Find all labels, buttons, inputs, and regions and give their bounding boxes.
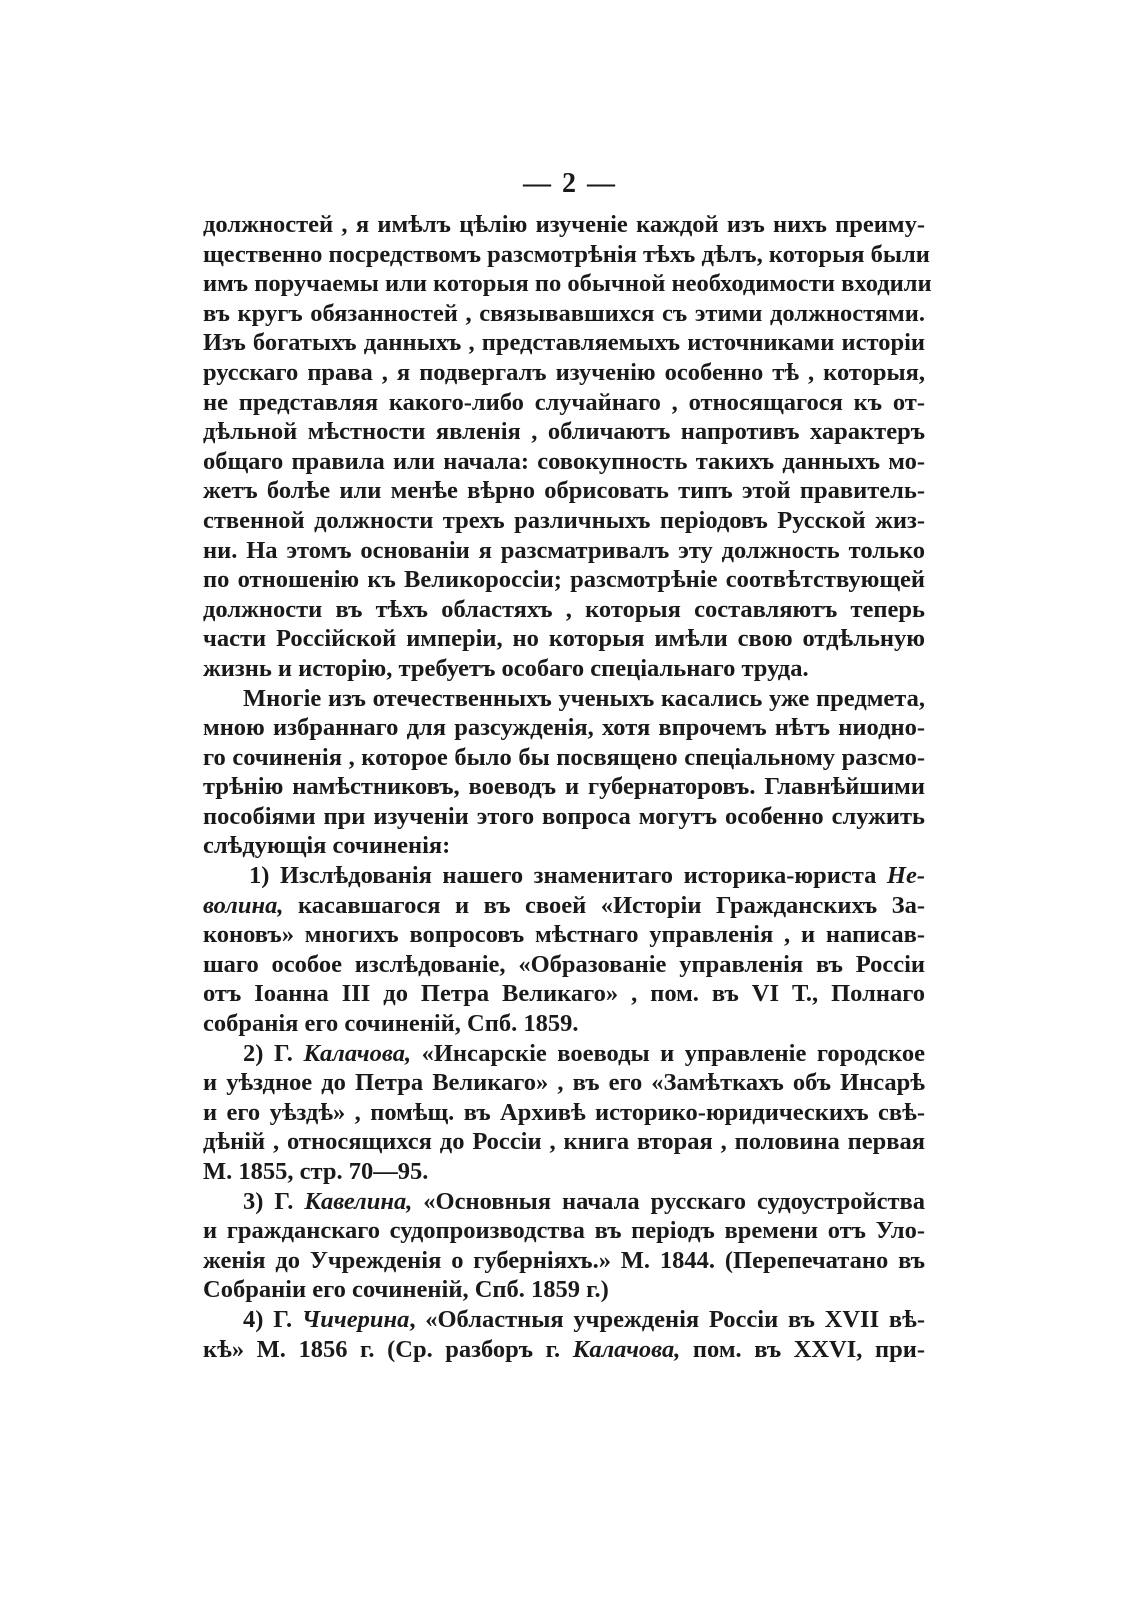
text-segment: пом. въ XXVI, при- <box>680 1335 926 1363</box>
text-line: не представляя какого-либо случайнаго , относящагося къ от- <box>203 388 925 416</box>
text-segment: 3) Г. <box>243 1187 305 1215</box>
text-line: трѣнію намѣстниковъ, воеводъ и губернаторовъ. Главнѣйшими <box>203 773 925 801</box>
list-item-1-line: отъ Іоанна III до Петра Великаго» , пом. въ VI Т., Полнаго <box>203 980 925 1008</box>
text-line: дѣльной мѣстности явленія , обличаютъ напротивъ характеръ <box>203 418 925 446</box>
list-item-3-line <box>203 1187 925 1217</box>
author-name: Калачова, <box>303 1039 412 1067</box>
list-item-1-line: шаго особое изслѣдованіе, «Образованіе управленія въ Россіи <box>203 950 925 978</box>
list-item-1-line: собранія его сочиненій, Спб. 1859. <box>203 1010 579 1038</box>
author-name: волина, <box>203 891 284 919</box>
text-line: Многіе изъ отечественныхъ ученыхъ касались уже предмета, <box>243 684 925 712</box>
author-name: Не- <box>886 862 925 890</box>
text-line: ни. На этомъ основаніи я разсматривалъ эту должность только <box>203 536 925 564</box>
text-segment: 4) Г. <box>243 1305 302 1333</box>
list-item-2-line <box>203 1039 925 1069</box>
text-line: по отношенію къ Великороссіи; разсмотрѣніе соотвѣтствующей <box>203 566 925 594</box>
text-line: пособіями при изученіи этого вопроса могутъ особенно служить <box>203 802 925 830</box>
author-name: Калачова, <box>572 1335 681 1363</box>
text-line: слѣдующія сочиненія: <box>203 832 451 860</box>
list-item-3-line: Собраніи его сочиненій, Спб. 1859 г.) <box>203 1276 609 1304</box>
text-line: мною избраннаго для разсужденія, хотя впрочемъ нѣтъ ниодно- <box>203 714 925 742</box>
text-line: жизнь и исторію, требуетъ особаго спеціальнаго труда. <box>203 654 809 682</box>
page-number: — 2 — <box>523 168 617 199</box>
text-line: части Россійской имперіи, но которыя имѣли свою отдѣльную <box>203 625 925 653</box>
text-line: имъ поручаемы или которыя по обычной необходимости входили <box>203 270 932 298</box>
text-segment: 1) Изслѣдованія нашего знаменитаго историка-юриста <box>249 862 887 890</box>
text-segment: кѣ» М. 1856 г. (Ср. разборъ г. <box>203 1335 573 1363</box>
text-line: ственной должности трехъ различныхъ періодовъ Русской жиз- <box>203 506 925 534</box>
page-body <box>203 210 932 1364</box>
list-item-1-line <box>203 861 925 891</box>
author-name: Кавелина, <box>304 1187 413 1215</box>
text-line: общаго правила или начала: совокупность такихъ данныхъ мо- <box>203 447 925 475</box>
text-segment: , «Областныя учрежденія Россіи въ XVII вѣ- <box>409 1305 926 1333</box>
list-item-1-line <box>203 891 925 921</box>
author-name: Чичерина <box>301 1305 410 1333</box>
list-item-4-line <box>203 1305 925 1335</box>
text-segment: касавшагося и въ своей «Исторіи Гражданскихъ За- <box>283 891 925 919</box>
list-item-1-line: коновъ» многихъ вопросовъ мѣстнаго управленія , и написав- <box>203 921 925 949</box>
text-line: должностей , я имѣлъ цѣлію изученіе каждой изъ нихъ преиму- <box>203 211 925 238</box>
text-segment: 2) Г. <box>243 1039 304 1067</box>
text-line: жетъ болѣе или менѣе вѣрно обрисовать типъ этой правитель- <box>203 477 925 505</box>
list-item-3-line: и гражданскаго судопроизводства въ періодъ времени отъ Уло- <box>203 1217 925 1245</box>
list-item-2-line: М. 1855, стр. 70—95. <box>203 1158 429 1185</box>
text-line: должности въ тѣхъ областяхъ , которыя составляютъ теперь <box>203 595 925 623</box>
list-item-4-line <box>203 1335 925 1365</box>
text-segment: «Основныя начала русскаго судоустройства <box>412 1187 925 1215</box>
text-line: щественно посредствомъ разсмотрѣнія тѣхъ дѣлъ, которыя были <box>203 240 930 268</box>
list-item-2-line: дѣній , относящихся до Россіи , книга вторая , половина первая <box>203 1128 925 1156</box>
list-item-2-line: и уѣздное до Петра Великаго» , въ его «Замѣткахъ объ Инсарѣ <box>203 1069 925 1097</box>
list-item-2-line: и его уѣздѣ» , помѣщ. въ Архивѣ историко-юридическихъ свѣ- <box>203 1098 925 1126</box>
text-segment: «Инсарскіе воеводы и управленіе городское <box>411 1039 926 1067</box>
text-line: Изъ богатыхъ данныхъ , представляемыхъ источниками исторіи <box>203 329 925 357</box>
text-line: русскаго права , я подвергалъ изученію особенно тѣ , которыя, <box>203 358 925 386</box>
list-item-3-line: женія до Учрежденія о губерніяхъ.» М. 1844. (Перепечатано въ <box>203 1246 925 1274</box>
text-line: въ кругъ обязанностей , связывавшихся съ этими должностями. <box>203 299 925 327</box>
text-line: го сочиненія , которое было бы посвящено спеціальному разсмо- <box>203 743 925 771</box>
